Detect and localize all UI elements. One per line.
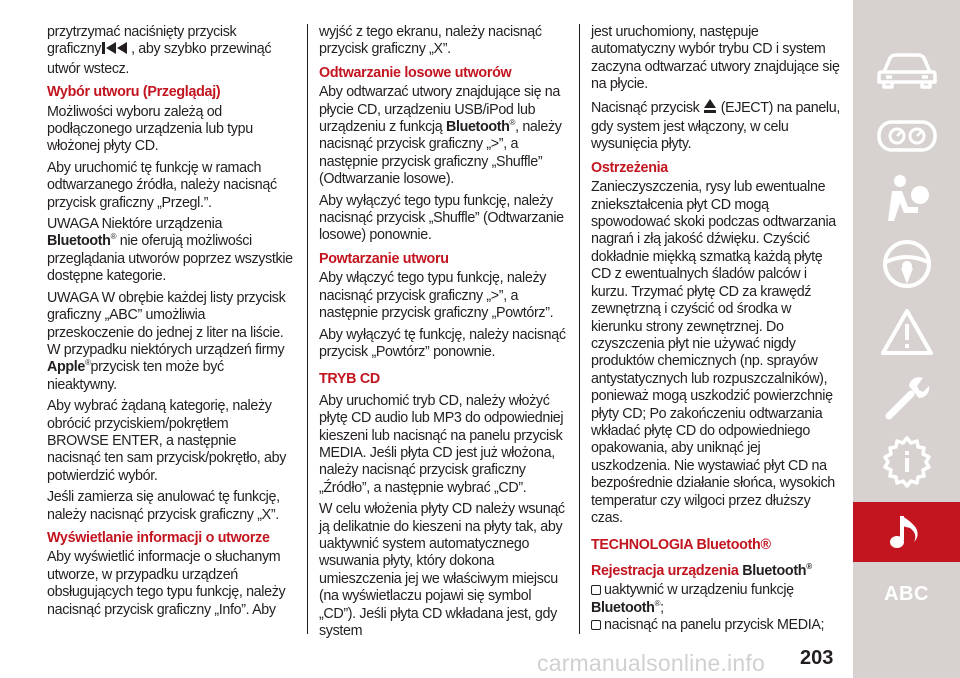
column-divider (579, 24, 580, 634)
steering-wheel-icon[interactable] (853, 234, 960, 294)
chapter-sidebar (853, 0, 960, 678)
warning-icon[interactable] (853, 302, 960, 362)
text: UWAGA Niektóre urządzenia (47, 216, 223, 233)
paragraph-eject (591, 98, 841, 154)
paragraph: Aby włączyć tego typu funkcję, należy nacisnąć przycisk graficzny „>”, a następnie przycisk graficzny „Powtórz”. (319, 270, 554, 322)
text: przycisk ten może być nieaktywny. (47, 359, 224, 393)
brand-name: Bluetooth (742, 562, 807, 579)
heading-bluetooth-tech: TECHNOLOGIA Bluetooth® (591, 537, 771, 554)
paragraph: jest uruchomiony, następuje automatyczny wybór trybu CD i system zaczyna odtwarzać utwory znajdujące się na płycie. (591, 24, 840, 93)
safety-icon[interactable] (853, 168, 960, 228)
bullet-item (591, 582, 841, 617)
heading-warnings: Ostrzeżenia (591, 159, 668, 176)
text: nie oferują możliwości przeglądania utworów poprzez wszystkie dostępne kategorie. (47, 233, 293, 285)
text: Rejestracja urządzenia (591, 562, 743, 579)
paragraph: Aby wyłączyć tę funkcję, należy nacisnąć przycisk „Powtórz” ponownie. (319, 326, 566, 360)
paragraph-shuffle (319, 84, 567, 188)
registered-mark: ® (806, 562, 812, 572)
wrench-icon[interactable] (853, 368, 960, 428)
text: Aby odtwarzać utwory znajdujące się na płycie CD, urządzeniu USB/iPod lub urządzeniu z funkcją (319, 84, 561, 136)
paragraph: Aby uruchomić tę funkcję w ramach odtwarzanego źródła, należy nacisnąć przycisk graficzny „Przegl.”. (47, 159, 277, 211)
column-divider (307, 24, 308, 634)
text: (EJECT) na panelu, gdy system jest włączony, w celu wysunięcia płyty. (591, 99, 840, 153)
text: graficzny (47, 41, 102, 58)
paragraph-rewind (47, 24, 293, 78)
info-icon[interactable] (853, 432, 960, 492)
heading-repeat: Powtarzanie utworu (319, 250, 449, 267)
note-bluetooth (47, 216, 293, 286)
bullet-box-icon (591, 585, 601, 595)
registered-mark: ® (110, 232, 117, 242)
registered-mark: ® (509, 118, 516, 128)
heading-shuffle: Odtwarzanie losowe utworów (319, 64, 512, 81)
paragraph: Aby wyświetlić informacje o słuchanym utworze, w przypadku urządzeń obsługujących tego typu funkcję, należy nacisnąć przycisk graficzny „Info”. Aby (47, 549, 286, 618)
abc-index-label[interactable]: ABC (884, 583, 929, 605)
paragraph: W celu włożenia płyty CD należy wsunąć ją delikatnie do kieszeni na płyty tak, aby uaktywnić system automatycznego wsuwania płyty, który dokona umieszczenia jej we właściwym miejscu (na wyświetlaczu pojawi się symbol „CD”). Jeśli płyta CD wkładana jest, gdy system (319, 501, 565, 639)
text: uaktywnić w urządzeniu funkcję (604, 582, 794, 599)
note-abc (47, 290, 293, 394)
music-note-icon[interactable] (853, 502, 960, 562)
paragraph: Możliwości wyboru zależą od podłączonego urządzenia lub typu włożonej płyty CD. (47, 103, 253, 155)
car-icon[interactable] (853, 40, 960, 100)
watermark: carmanualsonline.info (537, 650, 765, 676)
registered-mark: ® (84, 358, 91, 368)
brand-name: Apple (47, 359, 85, 376)
heading-track-info: Wyświetlanie informacji o utworze (47, 529, 270, 546)
text: UWAGA W obrębie każdej listy przycisk graficzny „ABC” umożliwia przeskoczenie do jednej z liter na liście. W przypadku niektórych urządzeń firmy (47, 289, 286, 358)
paragraph: wyjść z tego ekranu, należy nacisnąć przycisk graficzny „X”. (319, 24, 542, 58)
text: nacisnąć na panelu przycisk MEDIA; (604, 617, 825, 633)
text-column-2 (319, 24, 567, 644)
bullet-item (591, 617, 841, 634)
paragraph: Jeśli zamierza się anulować tę funkcję, należy nacisnąć przycisk graficzny „X”. (47, 489, 280, 523)
paragraph: Aby uruchomić tryb CD, należy włożyć płytę CD audio lub MP3 do odpowiedniej kieszeni lub nacisnąć na panelu przycisk MEDIA. Jeśli płyta CD jest już włożona, należy nacisnąć przycisk graficzny „Źródło”, a następnie wybrać „CD”. (319, 392, 564, 496)
brand-name: Bluetooth (47, 233, 111, 250)
dashboard-icon[interactable] (853, 106, 960, 166)
text: Nacisnąć przycisk (591, 99, 700, 116)
text: , należy nacisnąć przycisk graficzny „>”, a następnie przycisk graficzny „Shuffle” (Odtwarzanie losowe). (319, 119, 562, 188)
heading-track-select: Wybór utworu (Przeglądaj) (47, 84, 221, 101)
paragraph: Aby wyłączyć tego typu funkcję, należy nacisnąć przycisk „Shuffle” (Odtwarzanie losowe) ponownie. (319, 192, 564, 244)
text: przytrzymać naciśnięty przycisk (47, 24, 237, 40)
heading-cd-mode: TRYB CD (319, 371, 380, 388)
bullet-box-icon (591, 620, 601, 630)
paragraph: Zanieczyszczenia, rysy lub ewentualne zniekształcenia płyt CD mogą spowodować skoki podczas odtwarzania nagrań i złą jakość dźwięku. Czyścić dokładnie miękką szmatką każdą płytę CD z ewentualnych śladów palców i kurzu. Trzymać płytę CD za krawędź zewnętrzną i czyścić od środka w kierunku strony zewnętrznej. Do czyszczenia płyt nie używać nigdy produktów chemicznych (np. sprayów antystatycznych lub rozpuszczalników), ponieważ mogą uszkodzić powierzchnię płyty CD; Po zakończeniu odtwarzania wkładać płytę CD do odpowiedniego opakowania, aby uniknąć jej uszkodzenia. Nie wystawiać płyt CD na bezpośrednie działanie słońca, wysokich temperatur czy wilgoci przez dłuższy czas. (591, 179, 836, 526)
text: ; (660, 599, 664, 616)
text-column-3 (591, 24, 841, 634)
text: utwór wstecz. (47, 60, 130, 77)
rewind-icon (101, 41, 131, 60)
brand-name: Bluetooth (445, 119, 510, 136)
text-column-1 (47, 24, 293, 623)
eject-icon (703, 98, 717, 119)
brand-name: Bluetooth (591, 599, 655, 616)
paragraph: Aby wybrać żądaną kategorię, należy obrócić przyciskiem/pokrętłem BROWSE ENTER, a następnie nacisnąć ten sam przycisk/pokrętło, aby potwierdzić wybór. (47, 398, 287, 484)
registered-mark: ® (654, 598, 661, 608)
page-number: 203 (800, 647, 834, 669)
heading-device-registration (591, 563, 841, 580)
text: , aby szybko przewinąć (131, 41, 272, 58)
